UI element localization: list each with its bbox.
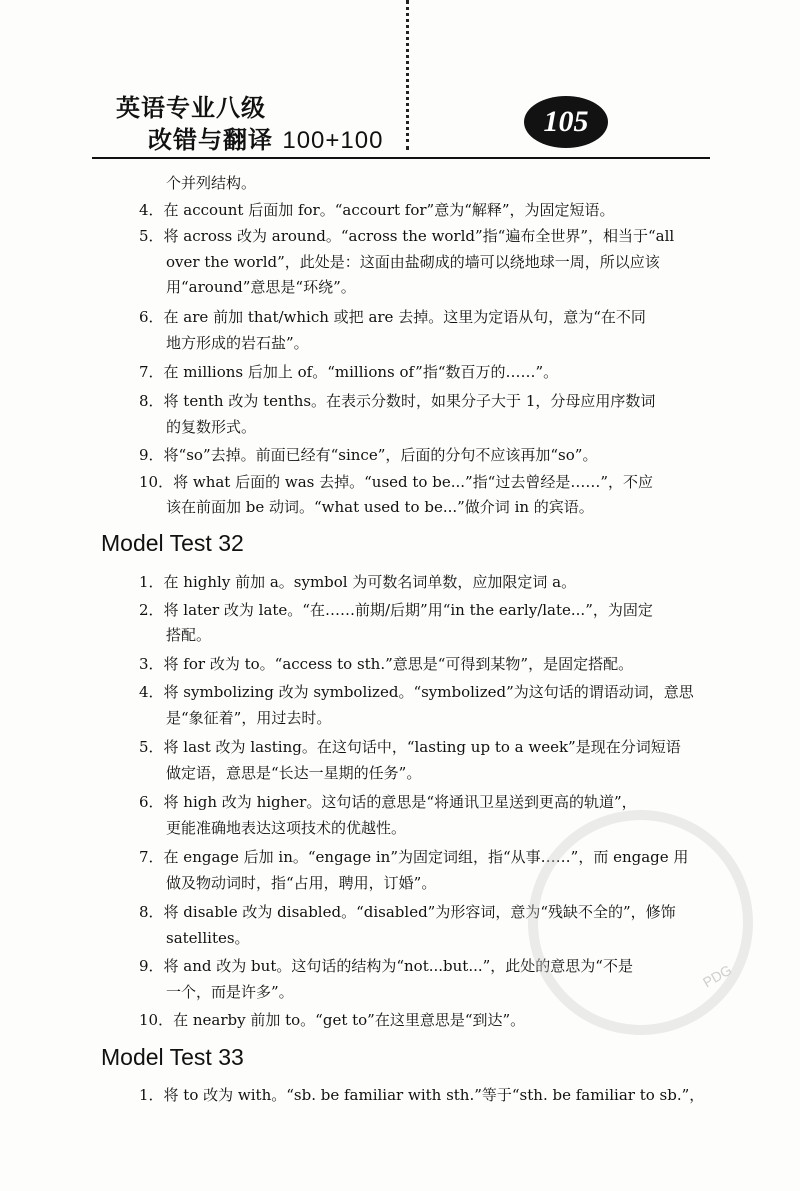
page-number-badge	[524, 96, 608, 148]
book-title-line2	[148, 120, 383, 155]
text-line: 10．将 what 后面的 was 去掉。“used to be...”指“过去曾经是……”，不应	[139, 473, 654, 491]
section-heading: Model Test 33	[101, 1044, 244, 1070]
text-line: 10．在 nearby 前加 to。“get to”在这里意思是“到达”。	[139, 1011, 526, 1029]
book-title-line1: 英语专业八级	[116, 94, 266, 122]
text-line: 9．将 and 改为 but。这句话的结构为“not...but...”，此处的意思为“不是	[139, 957, 633, 975]
library-stamp-watermark	[528, 810, 753, 1035]
text-line: 8．将 disable 改为 disabled。“disabled”为形容词，意为“残缺不全的”，修饰	[139, 903, 676, 921]
text-line: 是“象征着”，用过去时。	[166, 709, 332, 727]
section-heading: Model Test 32	[101, 530, 244, 556]
header-rule	[92, 157, 710, 159]
text-line: 8．将 tenth 改为 tenths。在表示分数时，如果分子大于 1，分母应用序数词	[139, 392, 656, 410]
text-line: 个并列结构。	[166, 174, 257, 192]
text-line: 7．在 engage 后加 in。“engage in”为固定词组，指“从事……”，而 engage 用	[139, 848, 689, 866]
text-line: 一个，而是许多”。	[166, 983, 294, 1001]
text-line: 该在前面加 be 动词。“what used to be...”做介词 in 的宾语。	[166, 498, 594, 516]
text-line: 5．将 across 改为 around。“across the world”指“遍布全世界”，相当于“all	[139, 227, 675, 245]
text-line: 1．在 highly 前加 a。symbol 为可数名词单数，应加限定词 a。	[139, 573, 577, 591]
text-line: 1．将 to 改为 with。“sb. be familiar with sth.”等于“sth. be familiar to sb.”，	[139, 1086, 705, 1104]
text-line: 的复数形式。	[166, 418, 257, 436]
text-line: 地方形成的岩石盐”。	[166, 334, 309, 352]
text-line: 5．将 last 改为 lasting。在这句话中，“lasting up to a week”是现在分词短语	[139, 738, 681, 756]
text-line: 6．在 are 前加 that/which 或把 are 去掉。这里为定语从句，意为“在不同	[139, 308, 646, 326]
book-title-line2-number: 100+100	[282, 127, 384, 154]
text-line: over the world”，此处是：这面由盐砌成的墙可以绕地球一周，所以应该	[166, 253, 660, 271]
text-line: 2．将 later 改为 late。“在……前期/后期”用“in the early/late...”，为固定	[139, 601, 653, 619]
text-line: 4．在 account 后面加 for。“accourt for”意为“解释”，为固定短语。	[139, 201, 615, 219]
text-line: 3．将 for 改为 to。“access to sth.”意思是“可得到某物”，是固定搭配。	[139, 655, 634, 673]
text-line: 4．将 symbolizing 改为 symbolized。“symbolized”为这句话的谓语动词，意思	[139, 683, 694, 701]
text-line: 6．将 high 改为 higher。这句话的意思是“将通讯卫星送到更高的轨道”，	[139, 793, 637, 811]
text-line: 更能准确地表达这项技术的优越性。	[166, 819, 407, 837]
text-line: satellites。	[166, 929, 250, 947]
text-line: 搭配。	[166, 626, 212, 644]
text-line: 做定语，意思是“长达一星期的任务”。	[166, 764, 422, 782]
text-line: 7．在 millions 后加上 of。“millions of”指“数百万的……”。	[139, 363, 559, 381]
pdg-watermark: PDG	[700, 961, 735, 991]
page-header	[0, 0, 800, 162]
text-line: 9．将“so”去掉。前面已经有“since”，后面的分句不应该再加“so”。	[139, 446, 598, 464]
book-title-line2-text: 改错与翻译	[148, 126, 283, 154]
page-number: 105	[543, 105, 589, 138]
text-line: 用“around”意思是“环绕”。	[166, 278, 356, 296]
text-line: 做及物动词时，指“占用，聘用，订婚”。	[166, 874, 437, 892]
